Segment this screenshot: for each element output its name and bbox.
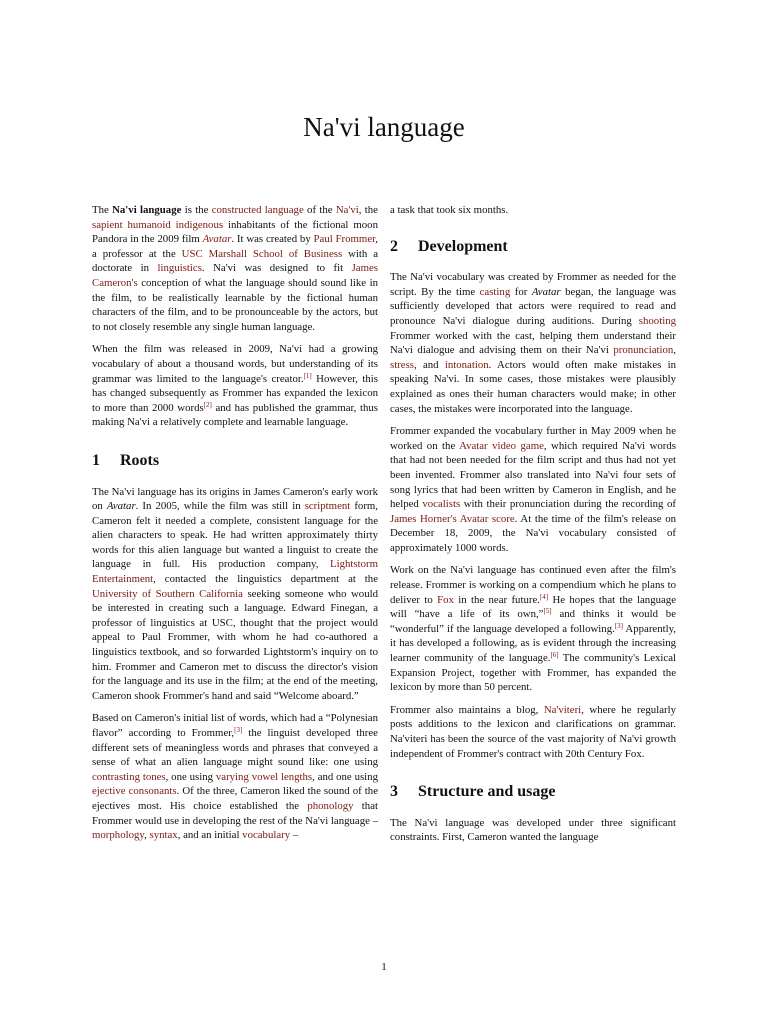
text-run: Apparently, it has developed a following, as is evident through the increasing learner community of the language.: [390, 622, 676, 665]
text-run: that Frommer would use in developing the rest of the Na'vi language –: [92, 799, 378, 827]
text-run: Based on Cameron's initial list of words, which had a “Polynesian flavor” according to Frommer,: [92, 712, 378, 739]
text-run: conception of what the language should sound like in the film, to be realistically learnable by the fictional human characters of the film, and to be pronounceable by the actors, but to not closely resemble any single human language.: [92, 276, 378, 333]
page-number: 1: [381, 961, 387, 973]
wiki-link[interactable]: shooting: [638, 314, 676, 327]
text-run: , one using: [165, 770, 216, 783]
text-run: and thinks it would be “wonderful” if the language developed a following.: [390, 608, 677, 635]
text-run: seeking someone who would be interested in creating such a language. Edward Finegan, a professor of linguistics at USC, thought that the project would appeal to Paul Frommer, with whom he had co-authored a linguistics textbook, and so forwarded Lightstorm's inquiry on to him. Frommer and Cameron met to discuss the director's vision for the language and its use in the film; at the end of the meeting, Cameron shook Frommer's hand and said “Welcome aboard.”: [92, 587, 379, 702]
text-run: , which required Na'vi words that had not been needed for the film script and thus had not yet been invented. Frommer also translated into Na'vi four sets of song lyrics that had been written by Cameron in English, and he helped: [390, 439, 676, 511]
citation-link[interactable]: [3]: [614, 621, 623, 630]
section-title: Structure and usage: [418, 783, 556, 801]
section-number: 2: [390, 237, 398, 255]
section-heading-development: [390, 237, 676, 255]
wiki-link[interactable]: contrasting tones: [92, 770, 166, 783]
text-run: Frommer worked with the cast, helping them understand their Na'vi dialogue and advising them on their Na'vi: [390, 329, 676, 357]
text-run: , and one using: [312, 770, 378, 783]
wiki-link[interactable]: Lightstorm Entertainment: [92, 558, 378, 586]
text-run: form, Cameron felt it needed a complete, consistent language for the alien characters to speak. He had written approximately thirty words for this alien language but wanted a linguist to create the language in full. His production company,: [92, 500, 379, 571]
wiki-link[interactable]: stress: [390, 358, 414, 371]
wiki-link[interactable]: linguistics: [157, 262, 202, 275]
intro-paragraph-2: [92, 342, 378, 430]
italic-text: Avatar: [106, 500, 136, 513]
text-run: The Na'vi vocabulary was created by Frommer as needed for the script. By the time: [390, 271, 676, 298]
text-run: The Na'vi language was developed under three significant constraints. First, Cameron wanted the language: [390, 816, 676, 844]
wiki-link[interactable]: morphology: [92, 829, 145, 842]
citation-link[interactable]: [1]: [303, 371, 312, 380]
text-run: –: [290, 829, 299, 842]
text-run: a task that took six months.: [390, 204, 509, 216]
text-run: , a professor at the: [92, 233, 378, 260]
wiki-link[interactable]: vocalists: [422, 498, 461, 511]
text-run: with their pronunciation during the recording of: [460, 498, 676, 511]
roots-paragraph-1: [92, 485, 378, 704]
wiki-link[interactable]: scriptment: [304, 500, 351, 513]
wiki-link[interactable]: vocabulary: [242, 829, 291, 842]
citation-link[interactable]: [5]: [543, 607, 552, 616]
text-run: in the near future.: [453, 593, 540, 606]
section-title: Development: [418, 237, 508, 255]
text-run: . At the time of the film's release on December 18, 2009, the Na'vi vocabulary consisted of approximately 1000 words.: [390, 512, 676, 554]
text-run: is the: [181, 204, 212, 216]
text-run: . It was created by: [231, 233, 314, 246]
text-run: , and an initial: [177, 829, 243, 842]
wiki-link[interactable]: varying vowel lengths: [215, 770, 313, 783]
text-run: . Of the three, Cameron liked the sound of the ejectives most. His choice established the: [92, 785, 379, 812]
wiki-link[interactable]: ejective consonants: [92, 785, 177, 798]
bold-term: Na'vi language: [112, 204, 182, 216]
text-run: . Actors would often make mistakes in speaking Na'vi. In some cases, those mistakes were plausibly explained as ones their human characters would make; in other cases, the mistakes were incorporated into the language.: [390, 358, 676, 415]
text-run: Work on the Na'vi language has continued even after the film's release. Frommer is working on a compendium which he plans to deliver to: [390, 564, 676, 606]
wiki-link[interactable]: casting: [479, 285, 511, 298]
wiki-link[interactable]: USC Marshall School of Business: [181, 247, 343, 260]
text-run: . In 2005, while the film was still in: [135, 500, 305, 513]
wiki-link[interactable]: Fox: [437, 593, 454, 606]
text-run: the linguist developed three different sets of meaningless words and phrases that conveyed a sense of what an alien language might sound like: one using: [92, 727, 378, 769]
wiki-link[interactable]: pronunciation: [613, 344, 674, 357]
text-run: inhabitants of the fictional moon Pandora in the 2009 film: [92, 218, 378, 246]
text-run: Frommer expanded the vocabulary further in May 2009 when he worked on the: [390, 425, 676, 452]
text-run: ,: [673, 344, 676, 357]
text-run: of the: [303, 204, 336, 216]
intro-paragraph-1: [92, 203, 378, 334]
text-run: . Na'vi was designed to fit: [201, 262, 352, 275]
wiki-link[interactable]: constructed language: [211, 204, 304, 216]
wiki-link[interactable]: syntax: [149, 829, 178, 842]
wiki-link[interactable]: James Horner's Avatar score: [390, 512, 515, 525]
text-run: began, the language was sufficiently developed that actors were required to read and pronounce Na'vi dialogue during auditions. During: [390, 285, 676, 327]
italic-text: Avatar: [531, 285, 561, 298]
text-run: However, this has changed subsequently as Frommer has expanded the lexicon to more than 2000 words: [92, 372, 378, 414]
citation-link[interactable]: [4]: [539, 592, 549, 601]
section-heading-structure: [390, 785, 676, 800]
text-run: and has published the grammar, thus making Na'vi a relatively complete and learnable language.: [92, 401, 379, 429]
wiki-link[interactable]: phonology: [307, 799, 354, 812]
page-title: Na'vi language: [303, 112, 465, 142]
wiki-link[interactable]: intonation: [444, 358, 489, 371]
development-paragraph-1: [390, 270, 676, 416]
citation-link[interactable]: [6]: [550, 651, 559, 660]
wiki-link[interactable]: Avatar: [202, 233, 232, 246]
section-heading-roots: [92, 451, 378, 469]
development-paragraph-2: [390, 424, 676, 555]
citation-link[interactable]: [2]: [203, 400, 212, 409]
wiki-link[interactable]: Avatar video game: [459, 439, 544, 452]
text-run: with a doctorate in: [92, 247, 379, 275]
development-paragraph-4: [390, 703, 676, 761]
text-run: , the: [358, 204, 378, 216]
text-run: He hopes that the language will “have a life of its own,”: [390, 593, 676, 621]
text-run: ,: [144, 829, 150, 842]
wiki-link[interactable]: University of Southern California: [92, 587, 243, 600]
left-column: [92, 203, 378, 851]
text-run: The Na'vi language has its origins in James Cameron's early work on: [92, 485, 378, 513]
right-column: [390, 203, 676, 853]
text-run: , contacted the linguistics department at the: [153, 573, 378, 586]
wiki-link[interactable]: Paul Frommer: [313, 233, 376, 246]
wiki-link[interactable]: Na'viteri: [543, 703, 582, 716]
text-run: The community's Lexical Expansion Project, together with Frommer, has expanded the lexicon by more than 50 percent.: [390, 652, 676, 694]
roots-paragraph-2: [92, 711, 378, 842]
wiki-link[interactable]: Na'vi: [335, 204, 359, 216]
section-title: Roots: [120, 451, 160, 469]
text-run: When the film was released in 2009, Na'vi had a growing vocabulary of about a thousand words, but understanding of its grammar was limited to the language's creator.: [92, 343, 378, 385]
text-run: , and: [414, 358, 445, 371]
text-run: Frommer also maintains a blog,: [390, 703, 544, 716]
section-number: 1: [92, 451, 100, 469]
text-run: , where he regularly posts additions to the lexicon and clarifications on grammar. Na'viteri has been the source of the vast majority of Na'vi growth independent of Frommer's contract with 20th Century Fox.: [390, 703, 676, 760]
section-number: 3: [390, 783, 398, 801]
wiki-link[interactable]: James Cameron's: [92, 262, 378, 289]
text-run: for: [510, 285, 532, 298]
wiki-link[interactable]: sapient humanoid indigenous: [92, 218, 224, 231]
structure-paragraph-1: [390, 816, 676, 845]
text-run: The: [92, 204, 113, 216]
development-paragraph-3: [390, 563, 676, 694]
roots-continuation: [390, 203, 676, 218]
citation-link[interactable]: [3]: [234, 726, 243, 734]
